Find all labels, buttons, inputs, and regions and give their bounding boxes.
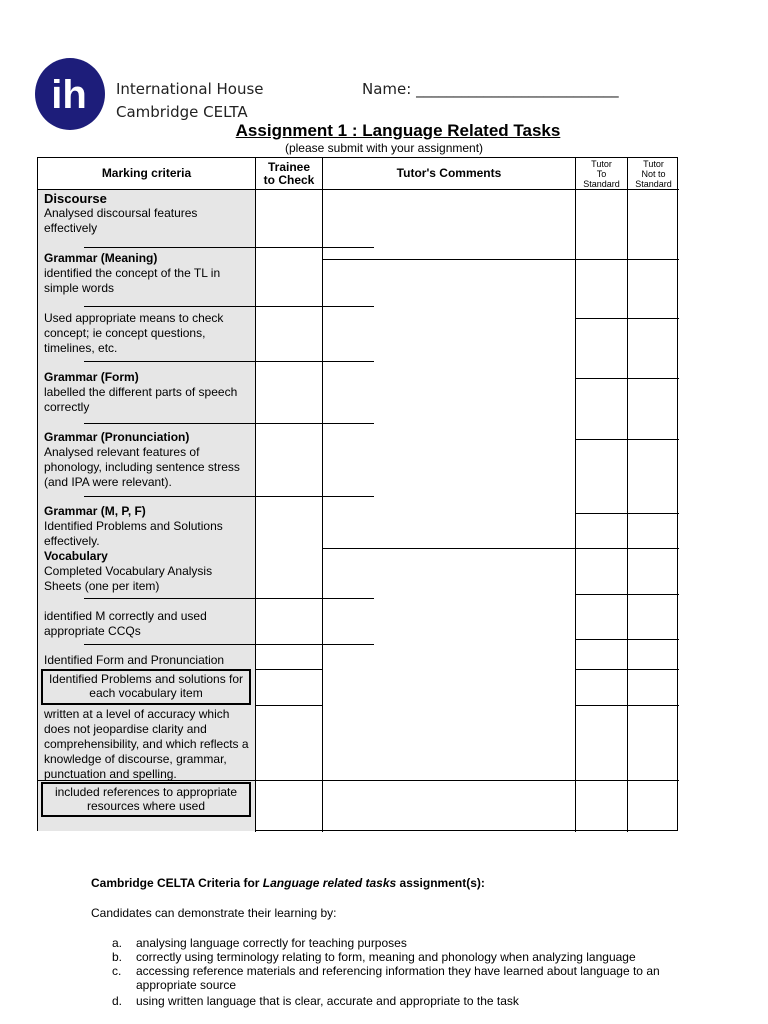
org-name-line2: Cambridge CELTA (116, 103, 248, 121)
page-title: Assignment 1 : Language Related Tasks (235, 121, 561, 140)
col-header-comments: Tutor's Comments (396, 166, 502, 180)
name-field[interactable] (362, 80, 619, 98)
marking-table (37, 157, 678, 831)
criterion-grammar-meaning: Grammar (Meaning) identified the concept of the TL in simple words (44, 251, 221, 295)
col-header-tutor-to-standard: Tutor To Standard (583, 158, 620, 189)
criterion-vocab-meaning: identified M correctly and used appropriate CCQs (44, 609, 207, 638)
criteria-title: Cambridge CELTA Criteria for Language related tasks assignment(s): (91, 876, 485, 890)
ih-logo (35, 58, 105, 130)
col-header-criteria: Marking criteria (101, 166, 192, 180)
page-subtitle: (please submit with your assignment) (284, 141, 484, 155)
criterion-references: included references to appropriate resources where used (41, 782, 251, 817)
criterion-check-concept: Used appropriate means to check concept; ie concept questions, timelines, etc. (44, 311, 224, 355)
name-blank: ___________________________ (416, 80, 619, 98)
criterion-discourse: Discourse Analysed discoursal features effectively (44, 191, 198, 235)
criterion-vocabulary: Vocabulary Completed Vocabulary Analysis Sheets (one per item) (44, 549, 213, 593)
criterion-vocab-problems: Identified Problems and solutions for each vocabulary item (41, 669, 251, 705)
criterion-accuracy: written at a level of accuracy which does not jeopardise clarity and comprehensibility, and which reflects a knowledge of discourse, grammar, punctuation and spelling. (44, 707, 249, 781)
criteria-intro: Candidates can demonstrate their learning by: (91, 906, 337, 920)
criterion-grammar-form: Grammar (Form) labelled the different parts of speech correctly (44, 370, 238, 414)
criterion-grammar-pronunciation: Grammar (Pronunciation) Analysed relevant features of phonology, including sentence stress (and IPA were relevant). (44, 430, 240, 489)
col-header-trainee: Trainee to Check (263, 159, 315, 187)
org-name-line1: International House (116, 80, 264, 98)
col-header-tutor-not-to-standard: Tutor Not to Standard (635, 158, 672, 189)
criterion-vocab-form-pron: Identified Form and Pronunciation (44, 653, 225, 667)
name-label: Name: (362, 80, 412, 98)
criterion-grammar-mpf: Grammar (M, P, F) Identified Problems and Solutions effectively. (44, 504, 223, 548)
logo-text: ih (51, 73, 87, 117)
